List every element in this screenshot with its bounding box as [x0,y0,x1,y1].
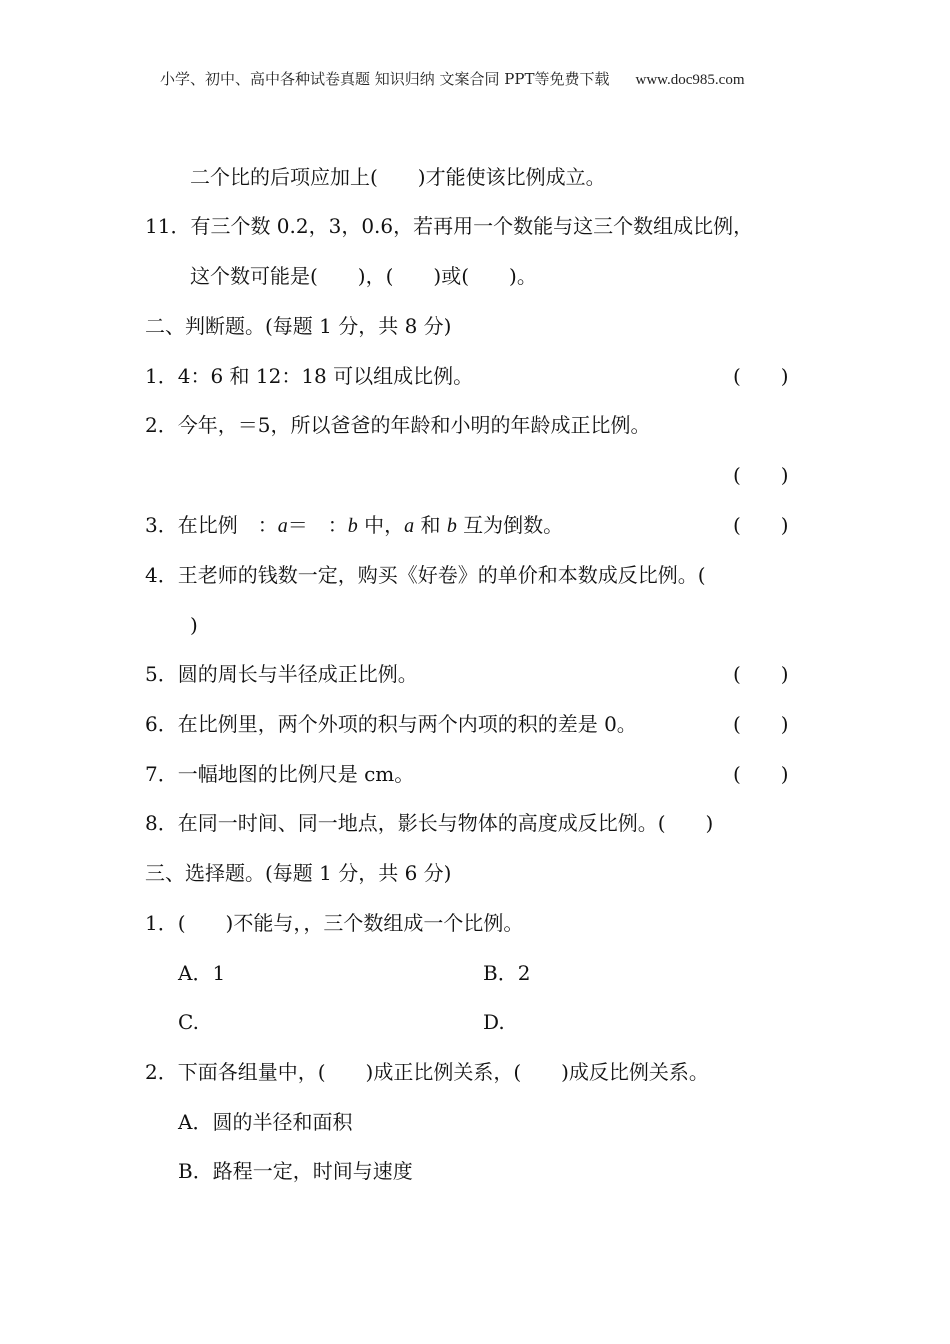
s2-item-1-blank: ( ) [733,364,789,388]
s2-item-6: 6．在比例里，两个外项的积与两个内项的积的差是 0。 [145,712,637,736]
s2-item-6-blank: ( ) [733,712,789,736]
s2-item-5: 5．圆的周长与半径成正比例。 [145,662,418,686]
section3-title: 三、选择题。(每题 1 分，共 6 分) [145,861,452,885]
s2-item-3-d: 和 [414,513,447,537]
s2-item-3 [145,512,563,539]
s3-q2-option-b: B．路程一定，时间与速度 [178,1159,413,1183]
s2-item-3-a: 3．在比例 ： [145,513,278,537]
s2-item-1: 1．4：6 和 12：18 可以组成比例。 [145,364,474,388]
page-header [160,68,745,89]
var-b: b [347,515,358,537]
header-text: 小学、初中、高中各种试卷真题 知识归纳 文案合同 PPT等免费下载 [160,70,610,88]
s3-q1: 1．( )不能与，，三个数组成一个比例。 [145,911,524,935]
section2-title: 二、判断题。(每题 1 分，共 8 分) [145,314,452,338]
var-b-2: b [446,515,457,537]
var-a-2: a [404,515,415,537]
s3-q2-option-a: A．圆的半径和面积 [178,1110,353,1134]
s3-q1-option-c: C. [178,1010,199,1034]
s2-item-8: 8．在同一时间、同一地点，影长与物体的高度成反比例。( ) [145,811,714,835]
q11-line1: 11．有三个数 0.2，3，0.6，若再用一个数能与这三个数组成比例， [145,214,754,238]
s2-item-3-b: ＝ ： [287,513,348,537]
s3-q2: 2．下面各组量中，( )成正比例关系，( )成反比例关系。 [145,1060,709,1084]
header-site: www.doc985.com [635,72,745,88]
s2-item-2: 2．今年，＝5，所以爸爸的年龄和小明的年龄成正比例。 [145,413,651,437]
s2-item-2-blank: ( ) [733,463,789,487]
s2-item-3-blank: ( ) [733,513,789,537]
s3-q1-option-d: D. [483,1010,505,1034]
s2-item-7: 7．一幅地图的比例尺是 cm。 [145,762,415,786]
s2-item-4: 4．王老师的钱数一定，购买《好卷》的单价和本数成反比例。( [145,563,706,587]
s2-item-5-blank: ( ) [733,662,789,686]
s3-q1-option-a: A．1 [178,961,226,985]
q11-line2: 这个数可能是( )，( )或( )。 [190,264,537,288]
s2-item-3-e: 互为倒数。 [456,513,564,537]
var-a: a [277,515,288,537]
q10-continuation: 二个比的后项应加上( )才能使该比例成立。 [190,165,606,189]
s2-item-4-close: ) [190,613,198,637]
s2-item-7-blank: ( ) [733,762,789,786]
s2-item-3-c: 中， [357,513,405,537]
s3-q1-option-b: B．2 [483,961,531,985]
